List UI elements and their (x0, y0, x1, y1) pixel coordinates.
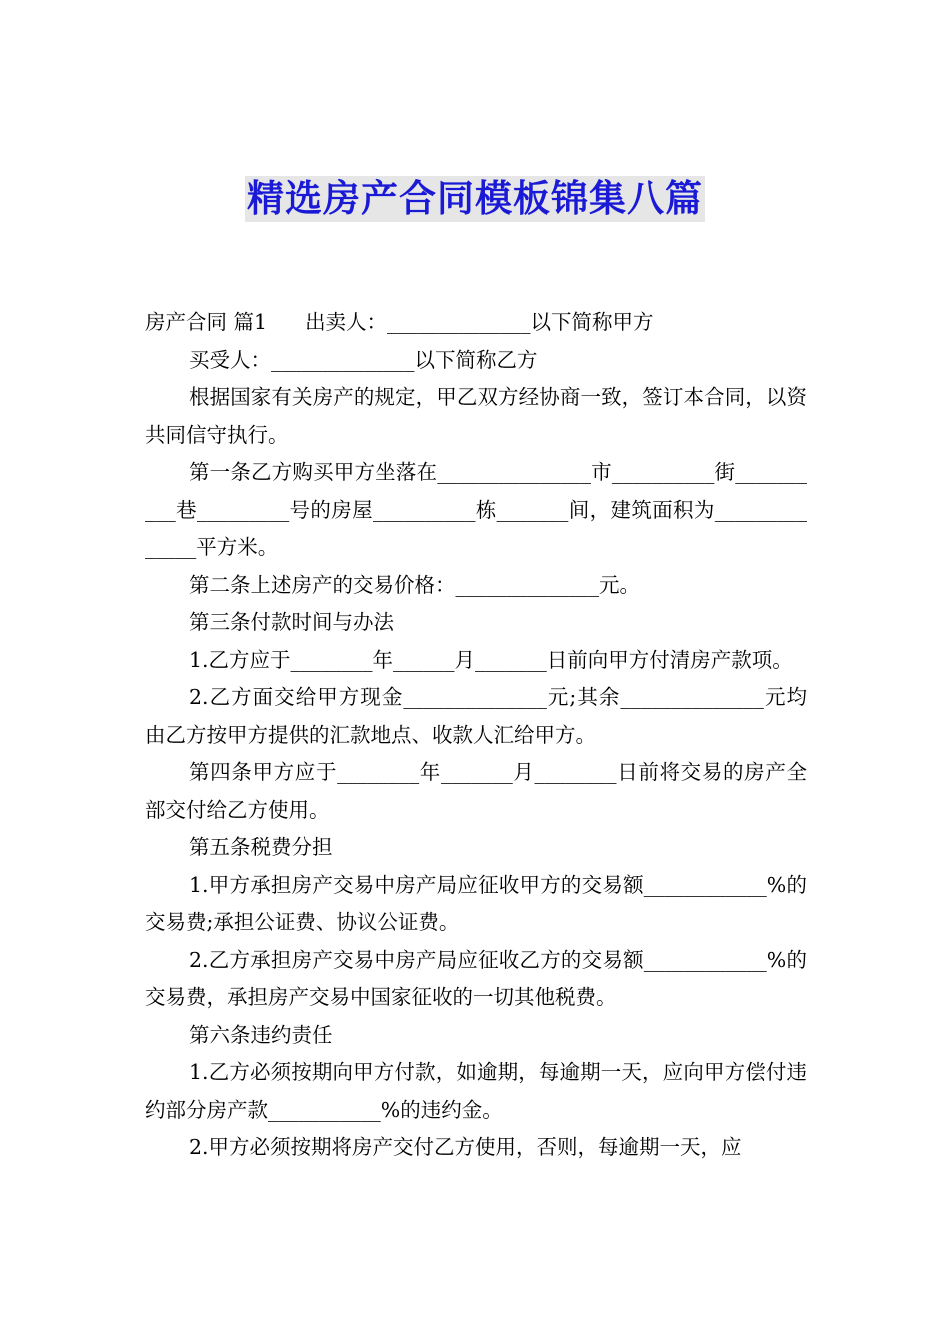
article-5-item-2: 2.乙方承担房产交易中房产局应征收乙方的交易额____________%的交易费，承担房产交易中国家征收的一切其他税费。 (145, 947, 807, 1009)
article-3-heading: 第三条付款时间与办法 (189, 610, 394, 634)
article-5-heading: 第五条税费分担 (189, 835, 333, 859)
article-6-heading: 第六条违约责任 (189, 1022, 333, 1047)
paragraph-1 (145, 304, 807, 342)
title-container (0, 176, 950, 222)
article-6-item-2: 2.甲方必须按期将房产交付乙方使用，否则，每逾期一天，应 (189, 1135, 742, 1159)
article-2: 第二条上述房产的交易价格：______________元。 (189, 572, 640, 597)
article-4: 第四条甲方应于________年_______月________日前将交易的房产全部交付给乙方使用。 (145, 760, 807, 822)
article-6-item-1: 1.乙方必须按期向甲方付款，如逾期，每逾期一天，应向甲方偿付违约部分房产款___________%的违约金。 (145, 1060, 807, 1122)
document-body (145, 304, 807, 1167)
article-1: 第一条乙方购买甲方坐落在_______________市__________街__________巷_________号的房屋__________栋_______间，建筑面积为______________平方米。 (145, 460, 807, 559)
document-title: 精选房产合同模板锦集八篇 (247, 177, 703, 220)
article-3-item-2: 2.乙方面交给甲方现金______________元;其余______________元均由乙方按甲方提供的汇款地点、收款人汇给甲方。 (145, 685, 807, 747)
buyer-line: 买受人：______________以下简称乙方 (189, 347, 538, 372)
section-heading: 房产合同 篇1 (145, 310, 268, 334)
preamble: 根据国家有关房产的规定，甲乙双方经协商一致，签订本合同，以资共同信守执行。 (145, 385, 807, 447)
article-3-item-1: 1.乙方应于________年______月_______日前向甲方付清房产款项。 (189, 647, 793, 672)
seller-line: 出卖人：______________以下简称甲方 (305, 310, 654, 334)
article-5-item-1: 1.甲方承担房产交易中房产局应征收甲方的交易额____________%的交易费;承担公证费、协议公证费。 (145, 872, 807, 934)
